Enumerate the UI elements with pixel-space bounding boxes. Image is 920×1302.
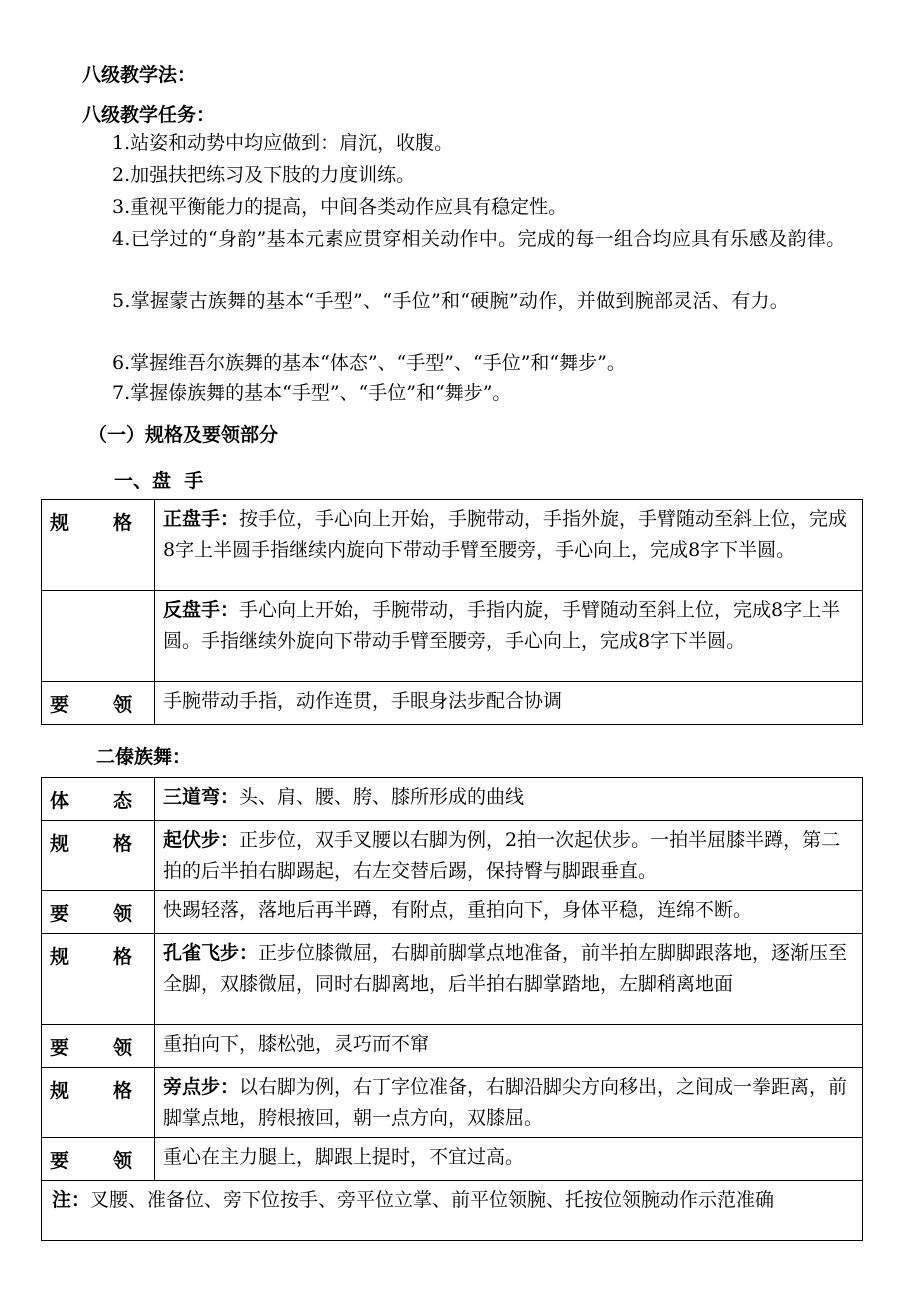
table-row-note bbox=[42, 1181, 863, 1241]
label-char: 要 bbox=[50, 903, 70, 925]
row-content bbox=[155, 1025, 863, 1068]
subsection-title-panshou: 一、盘 手 bbox=[114, 470, 204, 492]
table-daizu bbox=[41, 777, 863, 1241]
row-text: 手心向上开始，手腕带动，手指内旋，手臂随动至斜上位，完成8字上半圆。手指继续外旋向下带动手臂至腰旁，手心向上，完成8字下半圆。 bbox=[163, 599, 841, 652]
label-char: 规 bbox=[50, 833, 70, 855]
row-content bbox=[155, 591, 863, 682]
task-item: 5.掌握蒙古族舞的基本“手型”、“手位”和“硬腕”动作，并做到腕部灵活、有力。 bbox=[112, 290, 790, 312]
row-content bbox=[155, 778, 863, 821]
task-item: 7.掌握傣族舞的基本“手型”、“手位”和“舞步”。 bbox=[112, 382, 512, 404]
label-char: 规 bbox=[50, 1080, 70, 1102]
row-text: 正步位，双手叉腰以右脚为例，2拍一次起伏步。一拍半屈膝半蹲，第二拍的后半拍右脚踢起，右左交替后踢，保持臀与脚跟垂直。 bbox=[163, 829, 841, 882]
row-content bbox=[155, 891, 863, 934]
label-char: 格 bbox=[112, 946, 132, 968]
label-char: 态 bbox=[112, 790, 132, 812]
heading-method: 八级教学法： bbox=[82, 64, 197, 86]
row-label bbox=[42, 1068, 155, 1138]
row-text: 快踢轻落，落地后再半蹲，有附点，重拍向下，身体平稳，连绵不断。 bbox=[163, 899, 753, 921]
row-content bbox=[155, 821, 863, 891]
term: 旁点步： bbox=[163, 1076, 240, 1098]
row-text: 手腕带动手指，动作连贯，手眼身法步配合协调 bbox=[163, 690, 563, 712]
row-content bbox=[155, 1068, 863, 1138]
row-label bbox=[42, 821, 155, 891]
label-char: 要 bbox=[50, 694, 70, 716]
task-item: 2.加强扶把练习及下肢的力度训练。 bbox=[112, 164, 416, 186]
table-panshou bbox=[41, 499, 863, 725]
row-label bbox=[42, 778, 155, 821]
row-label bbox=[42, 1025, 155, 1068]
table-row bbox=[42, 682, 863, 725]
label-char: 规 bbox=[50, 512, 70, 534]
term: 孔雀飞步： bbox=[163, 942, 259, 964]
row-text: 重心在主力腿上，脚跟上提时，不宜过高。 bbox=[163, 1146, 525, 1168]
label-char: 领 bbox=[112, 1037, 132, 1059]
row-content bbox=[155, 1138, 863, 1181]
label-char: 领 bbox=[112, 903, 132, 925]
table-row bbox=[42, 591, 863, 682]
row-label bbox=[42, 1138, 155, 1181]
note-cell bbox=[42, 1181, 863, 1241]
label-char: 规 bbox=[50, 946, 70, 968]
label-char: 要 bbox=[50, 1150, 70, 1172]
table-row bbox=[42, 934, 863, 1025]
row-text: 头、肩、腰、胯、膝所形成的曲线 bbox=[239, 786, 525, 808]
row-label bbox=[42, 891, 155, 934]
note-text: 叉腰、准备位、旁下位按手、旁平位立掌、前平位领腕、托按位领腕动作示范准确 bbox=[90, 1189, 775, 1211]
row-label bbox=[42, 500, 155, 591]
section-title: （一）规格及要领部分 bbox=[88, 424, 279, 446]
table-row bbox=[42, 1068, 863, 1138]
row-text: 按手位，手心向上开始，手腕带动，手指外旋，手臂随动至斜上位，完成8字上半圆手指继续内旋向下带动手臂至腰旁，手心向上，完成8字下半圆。 bbox=[163, 508, 848, 561]
row-content bbox=[155, 682, 863, 725]
table-row bbox=[42, 500, 863, 591]
table-row bbox=[42, 821, 863, 891]
label-char: 格 bbox=[112, 512, 132, 534]
term: 起伏步： bbox=[163, 829, 240, 851]
table-row bbox=[42, 1138, 863, 1181]
label-char: 体 bbox=[50, 790, 70, 812]
row-label bbox=[42, 934, 155, 1025]
label-char: 格 bbox=[112, 1080, 132, 1102]
label-char: 要 bbox=[50, 1037, 70, 1059]
task-item: 3.重视平衡能力的提高，中间各类动作应具有稳定性。 bbox=[112, 196, 568, 218]
table-row bbox=[42, 891, 863, 934]
row-content bbox=[155, 934, 863, 1025]
table-row bbox=[42, 778, 863, 821]
row-text: 以右脚为例，右丁字位准备，右脚沿脚尖方向移出，之间成一拳距离，前脚掌点地，胯根掖回，朝一点方向，双膝屈。 bbox=[163, 1076, 848, 1129]
row-label-empty bbox=[42, 591, 155, 682]
row-label bbox=[42, 682, 155, 725]
row-text: 重拍向下，膝松弛，灵巧而不窜 bbox=[163, 1033, 430, 1055]
row-text: 正步位膝微屈，右脚前脚掌点地准备，前半拍左脚脚跟落地，逐渐压至全脚，双膝微屈，同时右脚离地，后半拍右脚掌踏地，左脚稍离地面 bbox=[163, 942, 848, 995]
task-item: 4.已学过的“身韵”基本元素应贯穿相关动作中。完成的每一组合均应具有乐感及韵律。 bbox=[112, 228, 846, 250]
label-char: 领 bbox=[112, 694, 132, 716]
term-fanpanshou: 反盘手： bbox=[163, 599, 240, 621]
table-row bbox=[42, 1025, 863, 1068]
heading-tasks: 八级教学任务： bbox=[82, 104, 216, 126]
subsection-title-daizu: 二傣族舞： bbox=[96, 746, 192, 768]
label-char: 格 bbox=[112, 833, 132, 855]
term-zhengpanshou: 正盘手： bbox=[163, 508, 240, 530]
task-item: 1.站姿和动势中均应做到：肩沉，收腹。 bbox=[112, 132, 454, 154]
label-char: 领 bbox=[112, 1150, 132, 1172]
term: 三道弯： bbox=[163, 786, 240, 808]
task-item: 6.掌握维吾尔族舞的基本“体态”、“手型”、“手位”和“舞步”。 bbox=[112, 352, 626, 374]
note-label: 注： bbox=[52, 1189, 91, 1211]
row-content bbox=[155, 500, 863, 591]
